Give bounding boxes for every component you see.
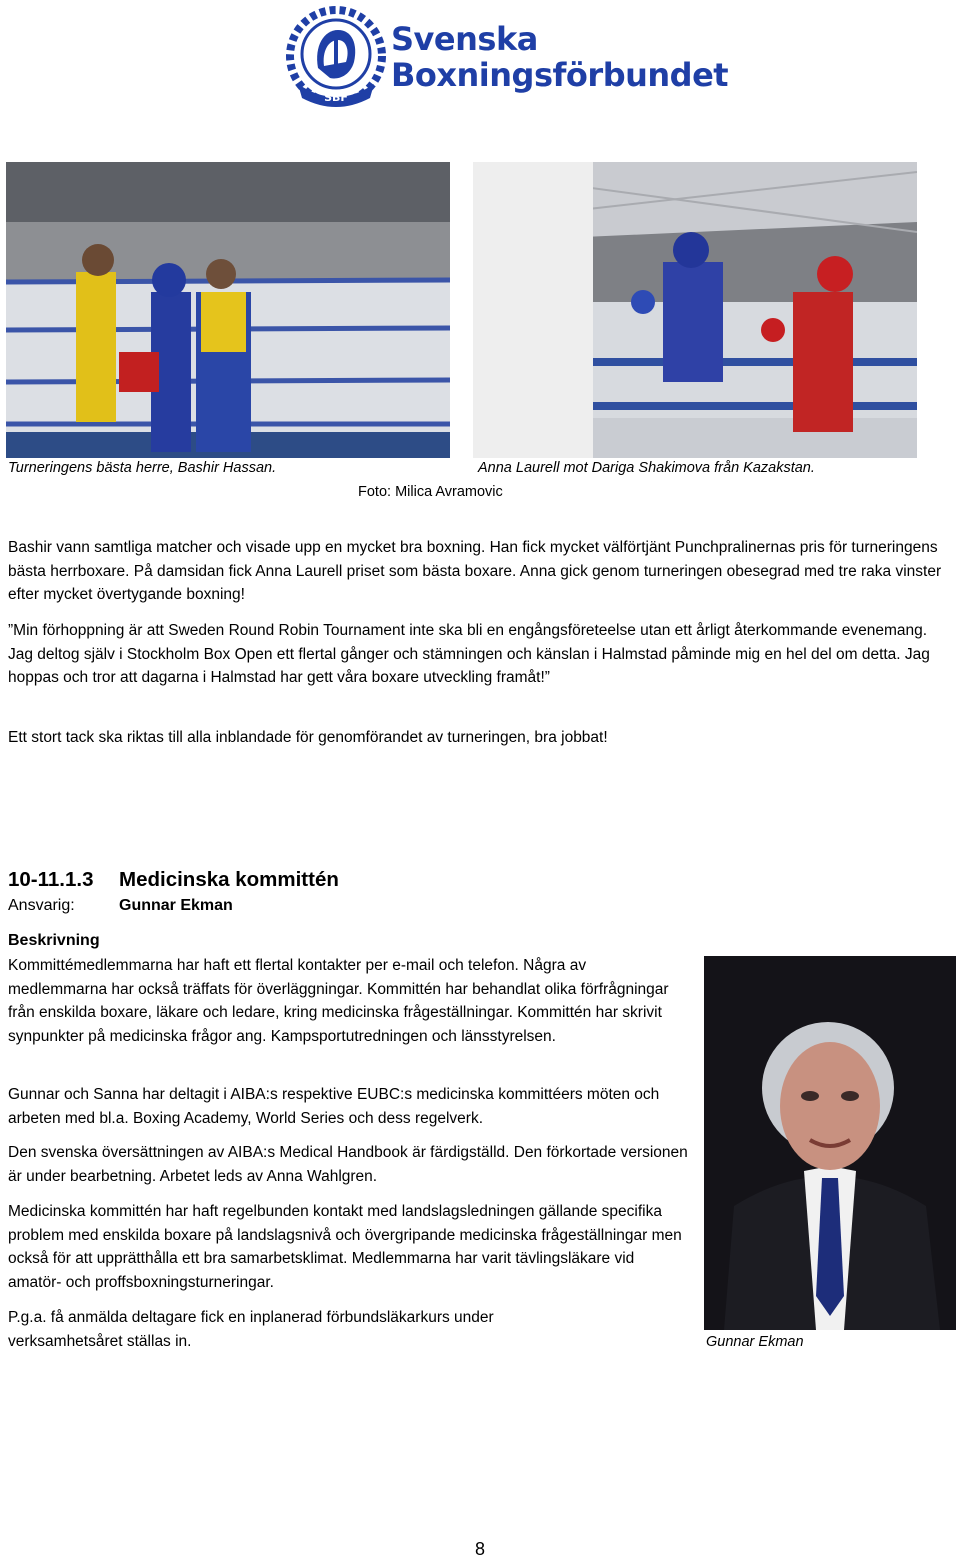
laurel-emblem-icon bbox=[284, 6, 388, 110]
article-paragraph: Bashir vann samtliga matcher och visade upp en mycket bra boxning. Han fick mycket välförtjänt Punchpralinernas pris för turneringens bästa herrboxare. På damsidan fick Anna Laurell priset som bästa boxare. Anna gick genom turneringen obesegrad med tre raka vinster efter mycket övertygande boxning! bbox=[8, 539, 942, 603]
section-paragraph: Kommittémedlemmarna har haft ett flertal kontakter per e-mail och telefon. Några av medlemmarna har också träffats för överläggningar. Kommittén har behandlat olika förfrågningar från enskilda boxare, läkare och ledare, kring medicinska frågeställningar. Kommittén har skrivit synpunkter på medicinska frågor ang. Kampsportutredningen och länsstyrelsen. bbox=[8, 957, 669, 1045]
portrait-gunnar-ekman bbox=[704, 956, 956, 1330]
section-number: 10-11.1.3 bbox=[8, 868, 94, 891]
description-heading: Beskrivning bbox=[8, 932, 100, 949]
page-number: 8 bbox=[474, 1539, 485, 1559]
photo-caption-right: Anna Laurell mot Dariga Shakimova från Kazakstan. bbox=[478, 460, 815, 476]
section-paragraph: Den svenska översättningen av AIBA:s Medical Handbook är färdigställd. Den förkortade versionen är under bearbetning. Arbetet leds av Anna Wahlgren. bbox=[8, 1144, 688, 1185]
section-paragraph: Gunnar och Sanna har deltagit i AIBA:s respektive EUBC:s medicinska kommittéers möten och arbeten med bl.a. Boxing Academy, World Series och dess regelverk. bbox=[8, 1086, 660, 1127]
emblem-letters: SBF bbox=[324, 91, 348, 104]
portrait-photo bbox=[704, 956, 956, 1330]
org-name-line2: Boxningsförbundet bbox=[391, 56, 729, 94]
responsible-label: Ansvarig: bbox=[8, 897, 75, 914]
section-paragraph: P.g.a. få anmälda deltagare fick en inplanerad förbundsläkarkurs under verksamhetsåret ställas in. bbox=[8, 1309, 494, 1350]
article-paragraph: Ett stort tack ska riktas till alla inblandade för genomförandet av turneringen, bra jobbat! bbox=[8, 729, 608, 746]
section-paragraph: Medicinska kommittén har haft regelbunden kontakt med landslagsledningen gällande specifika problem med enskilda boxare på landslagsnivå och övergripande medicinska frågeställningar men också för att upprätthålla ett bra samarbetsklimat. Medlemmarna har varit tävlingsläkare vid amatör- och proffsboxningsturneringar. bbox=[8, 1203, 682, 1291]
org-name-line1: Svenska bbox=[391, 20, 538, 58]
article-quote: ”Min förhoppning är att Sweden Round Robin Tournament inte ska bli en engångsföreteelse utan ett årligt återkommande evenemang. Jag deltog själv i Stockholm Box Open ett flertal gånger och stämningen och känslan i Halmstad påminde mig en hel del om detta. Jag hoppas och tror att dagarna i Halmstad har gett våra boxare utveckling framåt!” bbox=[8, 622, 930, 686]
photo-laurell-vs-shakimova bbox=[473, 162, 917, 458]
portrait-caption: Gunnar Ekman bbox=[706, 1334, 804, 1350]
responsible-name: Gunnar Ekman bbox=[119, 897, 233, 914]
photo-bashir-hassan bbox=[6, 162, 450, 458]
photo-credit: Foto: Milica Avramovic bbox=[358, 484, 503, 500]
boxing-corner-photo bbox=[6, 162, 450, 458]
boxing-match-photo bbox=[473, 162, 917, 458]
photo-caption-left: Turneringens bästa herre, Bashir Hassan. bbox=[8, 460, 277, 476]
section-title: Medicinska kommittén bbox=[119, 868, 339, 891]
